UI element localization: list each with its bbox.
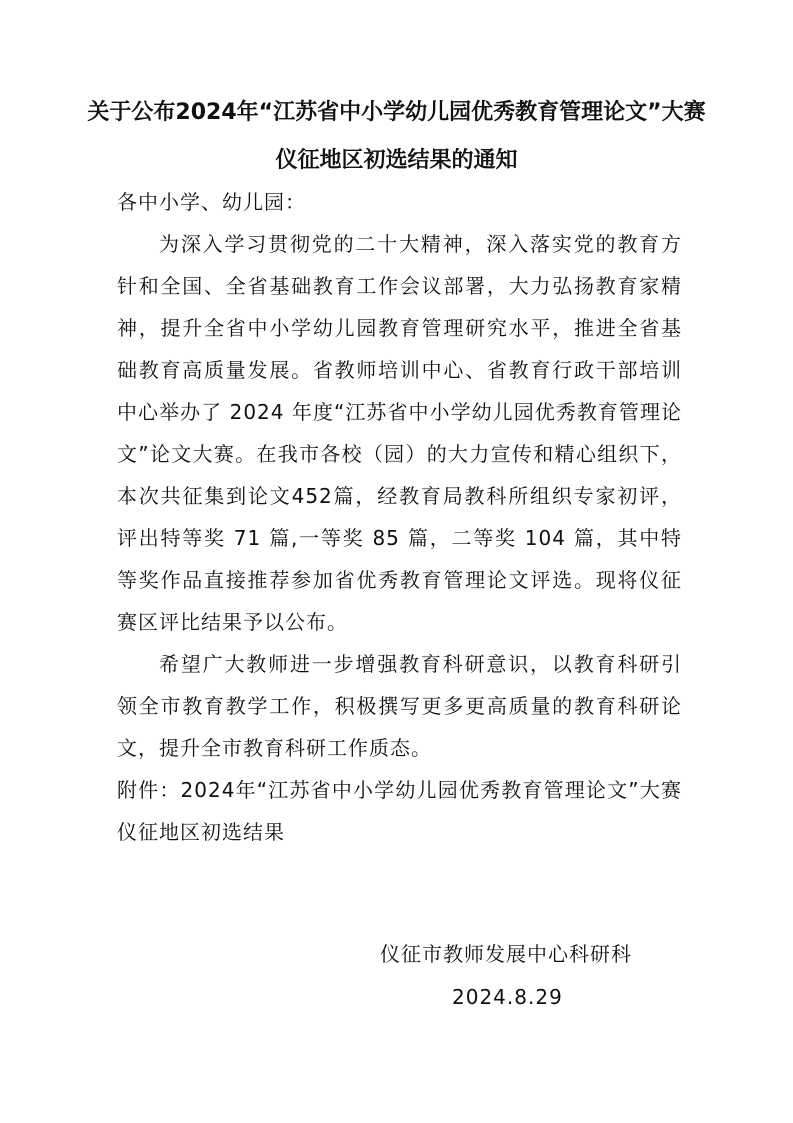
issue-date: 2024.8.29 bbox=[452, 985, 563, 1009]
issuer-signature: 仪征市教师发展中心科研科 bbox=[380, 942, 632, 966]
document-title-line-2: 仪征地区初选结果的通知 bbox=[275, 148, 518, 173]
body-paragraph-1: 为深入学习贯彻党的二十大精神，深入落实党的教育方针和全国、全省基础教育工作会议部署，大力弘扬教育家精神，提升全省中小学幼儿园教育管理研究水平，推进全省基础教育高质量发展。省教师培训中心、省教育行政干部培训中心举办了 2024 年度“江苏省中小学幼儿园优秀教育管理论文”论文大赛。在我市各校（园）的大力宣传和精心组织下，本次共征集到论文452篇，经教育局教科所组织专家初评，评出特等奖 71 篇,一等奖 85 篇，二等奖 104 篇，其中特等奖作品直接推荐参加省优秀教育管理论文评选。现将仪征赛区评比结果予以公布。 bbox=[117, 232, 682, 634]
body-paragraph-2: 希望广大教师进一步增强教育科研意识，以教育科研引领全市教育教学工作，积极撰写更多更高质量的教育科研论文，提升全市教育科研工作质态。 bbox=[117, 652, 682, 760]
attachment-note: 附件：2024年“江苏省中小学幼儿园优秀教育管理论文”大赛仪征地区初选结果 bbox=[117, 778, 682, 844]
salutation: 各中小学、幼儿园： bbox=[117, 190, 306, 214]
document-title-line-1: 关于公布2024年“江苏省中小学幼儿园优秀教育管理论文”大赛 bbox=[87, 100, 706, 125]
